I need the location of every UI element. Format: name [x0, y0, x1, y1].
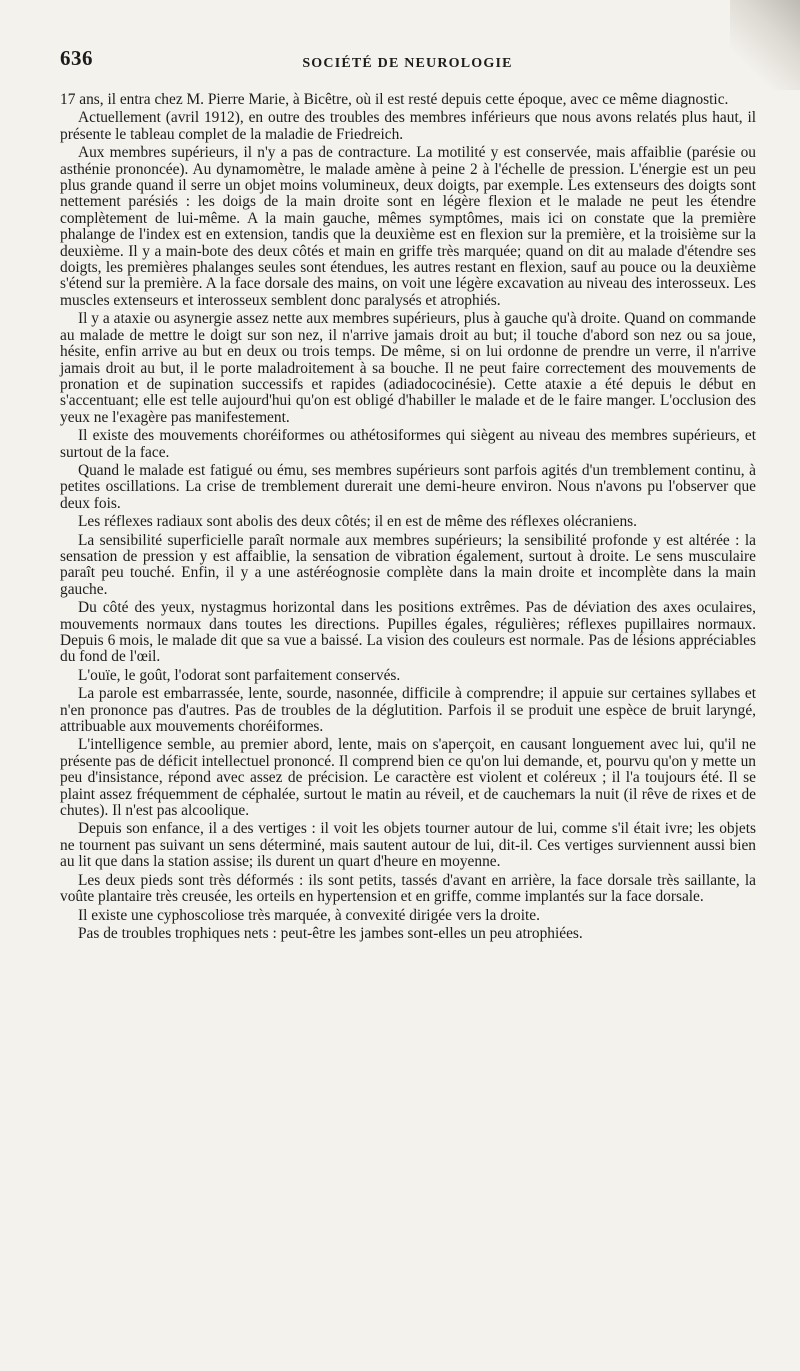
paragraph: Depuis son enfance, il a des vertiges : il voit les objets tourner autour de lui, comme s'il était ivre; les objets ne tournent pas suivant un sens déterminé, mais sautent autour de lui, dit-il. Ces vertiges surviennent aussi bien au lit que dans la station assise; ils durent un quart d'heure en moyenne.: [60, 820, 756, 871]
paragraph: Du côté des yeux, nystagmus horizontal dans les positions extrêmes. Pas de déviation des axes oculaires, mouvements normaux dans toutes les directions. Pupilles égales, régulières; réflexes pupillaires normaux. Depuis 6 mois, le malade dit que sa vue a baissé. La vision des couleurs est normale. Pas de lésions appréciables du fond de l'œil.: [60, 599, 756, 666]
paragraph: L'ouïe, le goût, l'odorat sont parfaitement conservés.: [78, 666, 401, 684]
paragraph: Quand le malade est fatigué ou ému, ses membres supérieurs sont parfois agités d'un tremblement continu, à petites oscillations. La crise de tremblement durerait une demi-heure environ. Nous n'avons pu l'observer que deux fois.: [60, 461, 756, 512]
page-header: [60, 46, 755, 76]
paragraph: La sensibilité superficielle paraît normale aux membres supérieurs; la sensibilité profonde y est altérée : la sensation de pression y est affaiblie, la sensation de vibration également, surtout à droite. Le sens musculaire paraît peu touché. Enfin, il y a une astéréognosie complète dans la main droite et incomplète dans la main gauche.: [60, 531, 756, 598]
page-corner-shadow: [730, 0, 800, 90]
paragraph: Actuellement (avril 1912), en outre des troubles des membres inférieurs que nous avons relatés plus haut, il présente le tableau complet de la maladie de Friedreich.: [60, 109, 756, 143]
paragraph: 17 ans, il entra chez M. Pierre Marie, à Bicêtre, où il est resté depuis cette époque, avec ce même diagnostic.: [60, 91, 729, 108]
paragraph: La parole est embarrassée, lente, sourde, nasonnée, difficile à comprendre; il appuie sur certaines syllabes et n'en prononce pas d'autres. Pas de troubles de la déglutition. Parfois il se produit une espèce de bruit laryngé, attribuable aux mouvements choréiformes.: [60, 685, 756, 736]
running-head: SOCIÉTÉ DE NEUROLOGIE: [302, 56, 513, 71]
paragraph: Il y a ataxie ou asynergie assez nette aux membres supérieurs, plus à gauche qu'à droite. Quand on commande au malade de mettre le doigt sur son nez, il n'arrive jamais droit au but; il touche d'abord son nez ou sa joue, hésite, enfin arrive au but en deux ou trois temps. De même, si on lui ordonne de prendre un verre, il n'arrive jamais droit au but, il le porte maladroitement à sa bouche. Il ne peut faire correctement des mouvements de pronation et de supination successifs et rapides (adiadococinésie). Cette ataxie a été depuis le début en s'accentuant; elle est telle aujourd'hui qu'on est obligé d'habiller le malade et de le faire manger. L'occlusion des yeux ne l'exagère pas manifestement.: [60, 310, 756, 426]
paragraph: Les deux pieds sont très déformés : ils sont petits, tassés d'avant en arrière, la face dorsale très saillante, la voûte plantaire très creusée, les orteils en hypertension et en griffe, comme implantés sur la face dorsale.: [60, 871, 756, 906]
page-number: 636: [60, 46, 93, 70]
paragraph: Il existe une cyphoscoliose très marquée, à convexité dirigée vers la droite.: [78, 906, 540, 924]
paragraph: Il existe des mouvements choréiformes ou athétosiformes qui siègent au niveau des membres supérieurs, et surtout de la face.: [60, 427, 756, 461]
paragraph: Pas de troubles trophiques nets : peut-être les jambes sont-elles un peu atrophiées.: [78, 924, 583, 942]
paragraph: L'intelligence semble, au premier abord, lente, mais on s'aperçoit, en causant longuement avec lui, qu'il ne présente pas de déficit intellectuel prononcé. Il comprend bien ce qu'on lui demande, et, pourvu qu'on y mette un peu d'insistance, répond avec assez de précision. Le caractère est violent et coléreux ; il l'a toujours été. Il se plaint assez fréquemment de céphalée, surtout le matin au réveil, et de cauchemars la nuit (il rêve de rixes et de chutes). Il n'est pas alcoolique.: [60, 736, 756, 820]
paragraph: Aux membres supérieurs, il n'y a pas de contracture. La motilité y est conservée, mais affaiblie (parésie ou asthénie prononcée). Au dynamomètre, le malade amène à peine 2 à l'échelle de pression. L'énergie est un peu plus grande quand il serre un objet moins volumineux, deux doigts, par exemple. Les extenseurs des doigts sont nettement parésiés : les doigs de la main droite sont en légère flexion et le malade ne peut les étendre complètement de lui-même. A la main gauche, mêmes symptômes, mais ici on constate que la première phalange de l'index est en extension, tandis que la deuxième est en flexion sur la première, et la troisième sur la deuxième. Il y a main-bote des deux côtés et main en griffe très marquée; quand on dit au malade d'étendre ses doigts, les premières phalanges seules sont étendues, les autres restant en flexion, sauf au pouce ou la deuxième s'étend sur la première. A la face dorsale des mains, on voit une légère excavation au niveau des interosseux. Les muscles extenseurs et interosseux semblent donc paralysés et atrophiés.: [60, 144, 756, 309]
body-text: [60, 92, 756, 944]
paragraph: Les réflexes radiaux sont abolis des deux côtés; il en est de même des réflexes olécraniens.: [78, 513, 637, 531]
